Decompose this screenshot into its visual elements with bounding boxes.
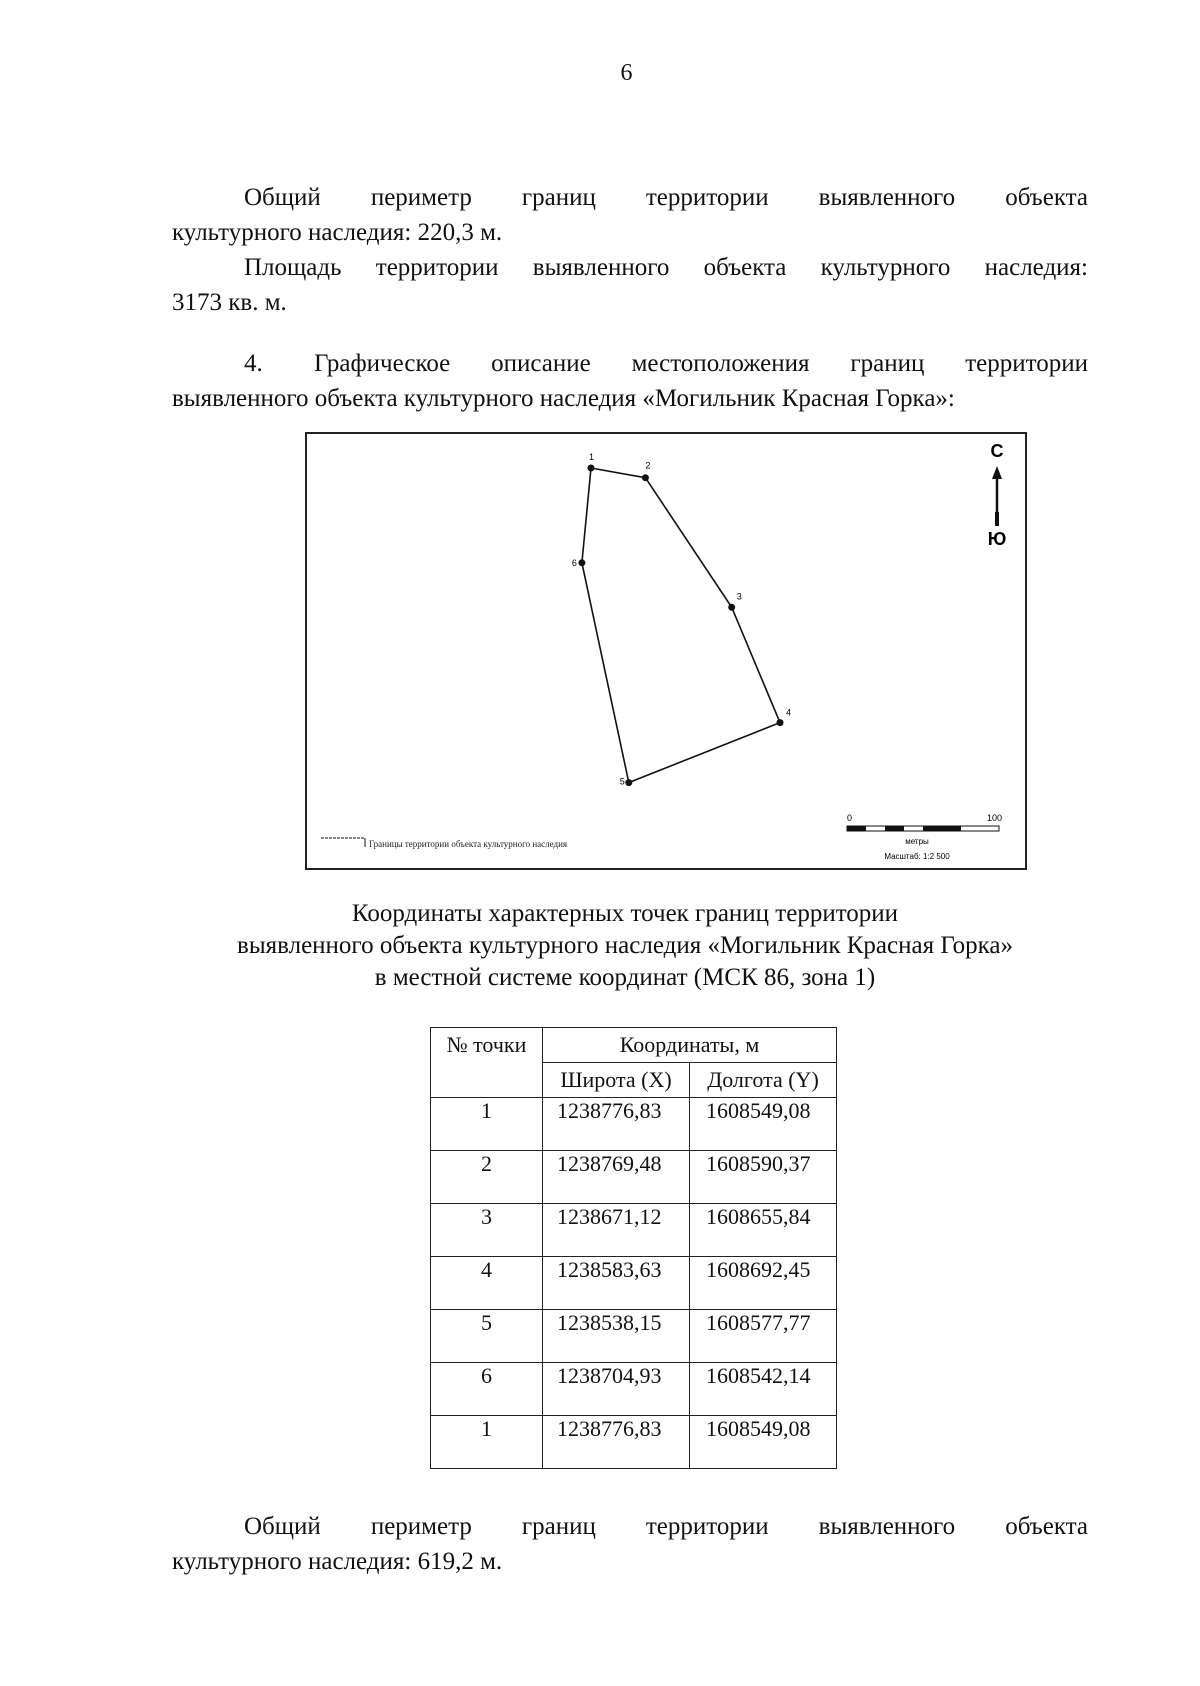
scale-end: 100 <box>987 813 1003 823</box>
y-cell: 1608549,08 <box>690 1416 837 1469</box>
caption-line-3: в местной системе координат (МСК 86, зона 1) <box>374 964 876 991</box>
y-cell: 1608577,77 <box>690 1310 837 1363</box>
point-label: 4 <box>786 707 792 718</box>
perimeter-paragraph-2 <box>172 1509 1088 1579</box>
point-cell: 1 <box>431 1416 543 1469</box>
word: Общий <box>244 1513 321 1540</box>
area-line-1: Площадь территории выявленного объекта культурного наследия: <box>244 254 1088 281</box>
boundary-point-3 <box>728 604 735 611</box>
point-label: 2 <box>645 460 651 471</box>
area-paragraph <box>172 250 1088 320</box>
x-cell: 1238776,83 <box>543 1416 690 1469</box>
section-4-line-2: выявленного объекта культурного наследия «Могильник Красная Горка»: <box>172 385 955 412</box>
x-cell: 1238769,48 <box>543 1151 690 1204</box>
table-caption <box>150 898 1100 994</box>
perimeter-line-1 <box>172 180 1088 215</box>
point-label: 5 <box>619 776 625 787</box>
south-label: Ю <box>987 529 1007 549</box>
point-cell: 5 <box>431 1310 543 1363</box>
y-cell: 1608655,84 <box>690 1204 837 1257</box>
boundary-point-2 <box>642 474 649 481</box>
north-label: С <box>990 441 1004 461</box>
y-cell: 1608692,45 <box>690 1257 837 1310</box>
word: границ <box>521 1513 596 1540</box>
table-row <box>431 1310 837 1363</box>
boundary-point-4 <box>777 719 784 726</box>
word: объекта <box>1005 1513 1088 1540</box>
table-row <box>431 1416 837 1469</box>
table-row <box>431 1257 837 1310</box>
perimeter-line-1 <box>172 1509 1088 1544</box>
word: выявленного <box>818 1513 956 1540</box>
table-row <box>431 1098 837 1151</box>
header-coordinates: Координаты, м <box>543 1028 837 1063</box>
caption-line-1: Координаты характерных точек границ территории <box>351 900 899 927</box>
x-cell: 1238583,63 <box>543 1257 690 1310</box>
map-canvas <box>307 434 1025 868</box>
section-4-paragraph <box>172 346 1088 416</box>
word: выявленного <box>818 184 956 211</box>
word: периметр <box>370 184 472 211</box>
y-cell: 1608542,14 <box>690 1363 837 1416</box>
y-cell: 1608590,37 <box>690 1151 837 1204</box>
section-4-line-1 <box>172 346 1088 381</box>
point-label: 3 <box>736 591 742 602</box>
header-y: Долгота (Y) <box>690 1063 837 1098</box>
boundary-polygon <box>582 468 780 783</box>
table-row <box>431 1363 837 1416</box>
word: объекта <box>1005 184 1088 211</box>
perimeter-line-2: культурного наследия: 619,2 м. <box>172 1548 503 1575</box>
word: территории <box>645 1513 769 1540</box>
x-cell: 1238704,93 <box>543 1363 690 1416</box>
table-row <box>431 1151 837 1204</box>
section-number: 4. <box>244 350 263 377</box>
x-cell: 1238671,12 <box>543 1204 690 1257</box>
boundary-point-5 <box>625 779 632 786</box>
scale-units: метры <box>905 837 929 846</box>
legend-label: Границы территории объекта культурного наследия <box>369 839 568 849</box>
map-legend <box>321 838 567 849</box>
boundary-point-1 <box>588 465 595 472</box>
caption-line-2: выявленного объекта культурного наследия «Могильник Красная Горка» <box>237 932 1013 959</box>
section-title-part: Графическое описание местоположения границ территории <box>314 350 1088 377</box>
coordinates-table <box>430 1027 837 1469</box>
point-label: 1 <box>589 452 595 462</box>
point-label: 6 <box>571 557 577 568</box>
point-cell: 2 <box>431 1151 543 1204</box>
perimeter-line-2: культурного наследия: 220,3 м. <box>172 219 503 246</box>
scale-bar <box>847 813 1002 861</box>
word: периметр <box>370 1513 472 1540</box>
perimeter-paragraph-1 <box>172 180 1088 250</box>
page-number: 6 <box>620 60 633 86</box>
boundary-point-6 <box>578 559 585 566</box>
area-line-2: 3173 кв. м. <box>172 289 287 316</box>
point-cell: 3 <box>431 1204 543 1257</box>
point-cell: 1 <box>431 1098 543 1151</box>
word: границ <box>521 184 596 211</box>
word: Общий <box>244 184 321 211</box>
scale-text: Масштаб: 1:2 500 <box>884 852 950 861</box>
table-row <box>431 1204 837 1257</box>
header-point: № точки <box>431 1028 543 1098</box>
point-cell: 6 <box>431 1363 543 1416</box>
boundary-map <box>305 432 1027 870</box>
word: территории <box>645 184 769 211</box>
north-arrow-icon <box>988 441 1007 549</box>
header-x: Широта (X) <box>543 1063 690 1098</box>
x-cell: 1238776,83 <box>543 1098 690 1151</box>
point-cell: 4 <box>431 1257 543 1310</box>
y-cell: 1608549,08 <box>690 1098 837 1151</box>
scale-start: 0 <box>847 813 853 823</box>
x-cell: 1238538,15 <box>543 1310 690 1363</box>
